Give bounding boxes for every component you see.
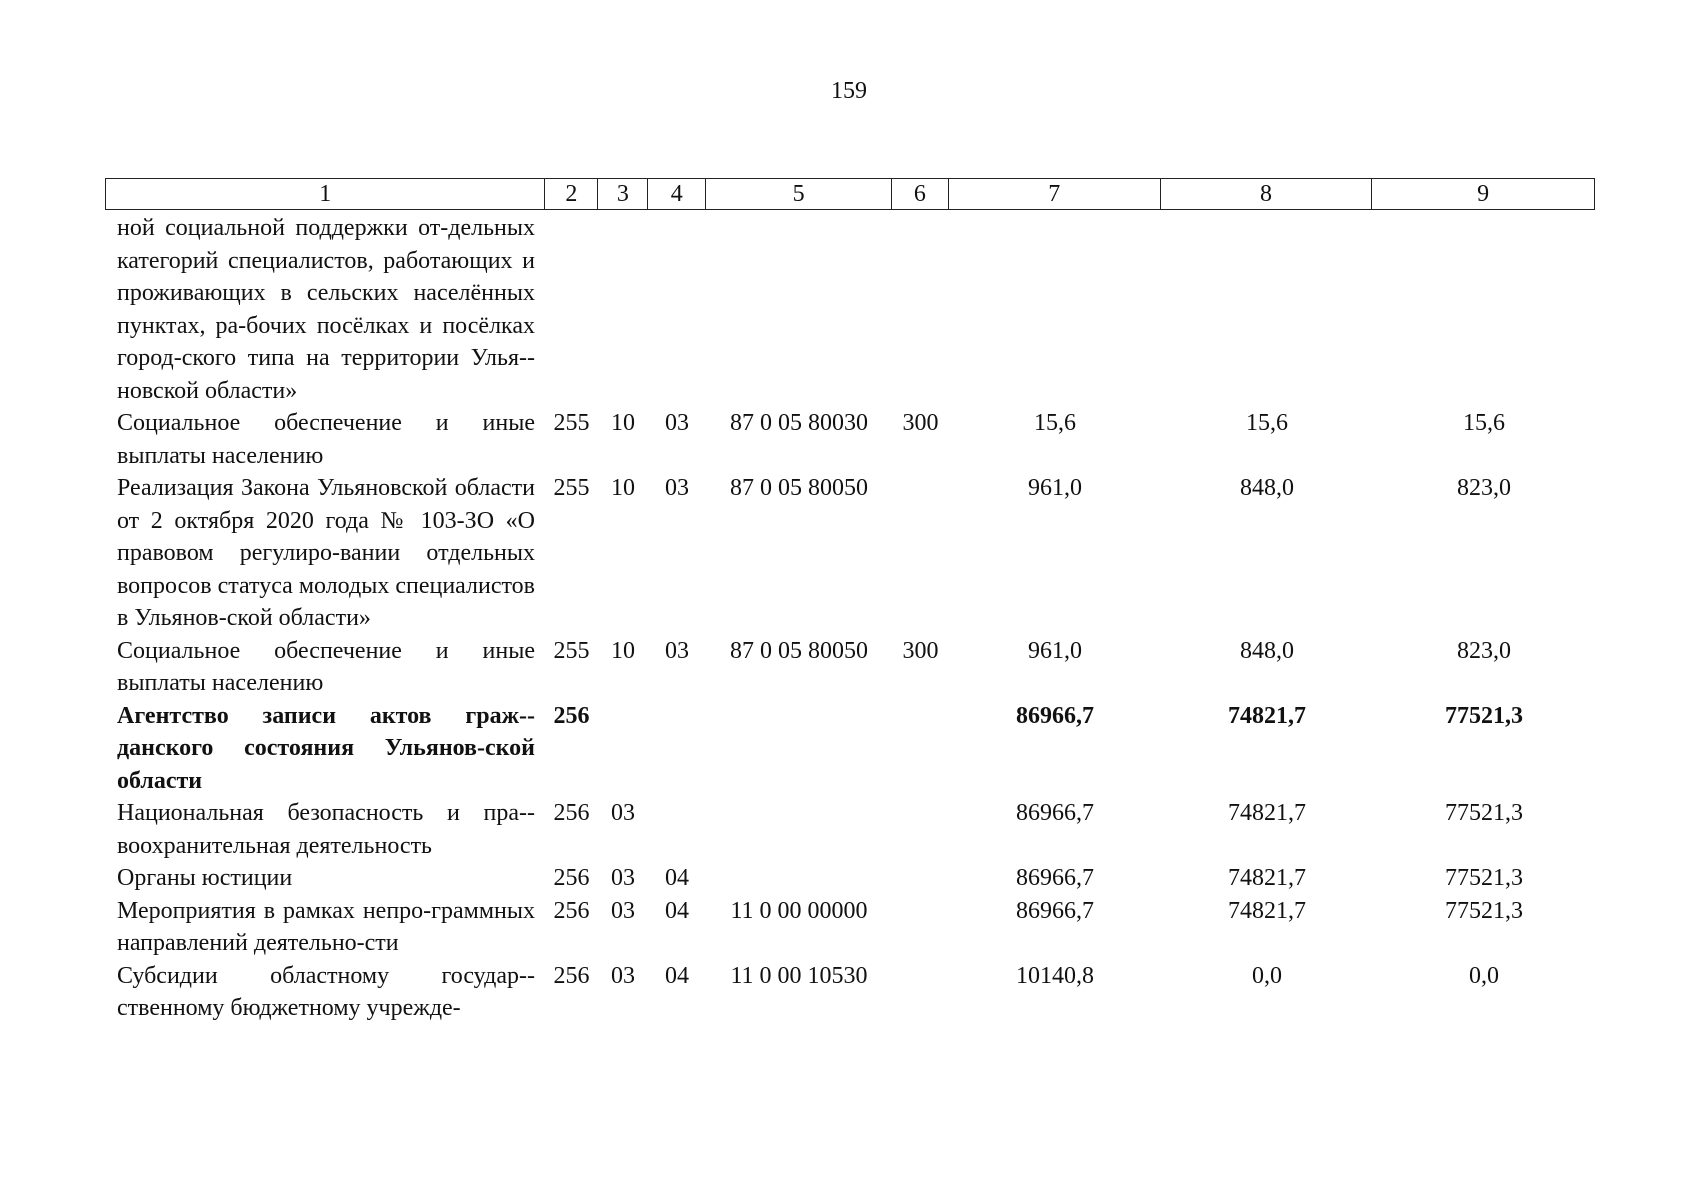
row-col-8: 0,0 xyxy=(1252,962,1282,989)
row-col-2: 255 xyxy=(553,637,590,664)
table-row xyxy=(105,797,1595,862)
row-col-4 xyxy=(648,700,706,798)
row-col-2: 256 xyxy=(553,865,590,891)
header-col-1: 1 xyxy=(106,179,545,209)
table-row xyxy=(105,960,1595,1025)
row-col-6 xyxy=(892,862,949,895)
row-col-5: 87 0 05 80050 xyxy=(730,475,868,501)
row-col-3 xyxy=(598,700,648,798)
table-row xyxy=(105,895,1595,960)
table-header-row xyxy=(105,178,1595,210)
row-col-8 xyxy=(1161,212,1373,407)
row-col-8: 15,6 xyxy=(1246,410,1288,436)
row-col-9: 77521,3 xyxy=(1445,702,1523,729)
row-col-3: 10 xyxy=(611,637,635,664)
row-col-5: 11 0 00 10530 xyxy=(730,962,868,989)
row-col-6 xyxy=(892,472,949,635)
row-col-4 xyxy=(648,797,706,862)
row-col-8: 74821,7 xyxy=(1228,800,1306,826)
row-col-6: 300 xyxy=(902,410,939,436)
row-col-2: 256 xyxy=(553,800,590,826)
row-col-9: 77521,3 xyxy=(1445,897,1523,924)
row-col-2: 256 xyxy=(553,702,590,729)
row-col-5 xyxy=(706,862,892,895)
row-col-3: 10 xyxy=(611,475,635,501)
row-col-2: 256 xyxy=(553,897,590,924)
row-col-9: 77521,3 xyxy=(1445,865,1523,891)
row-col-4: 03 xyxy=(665,475,689,501)
row-name: ной социальной поддержки от-дельных категорий специалистов, работающих и проживающих в сельских населённых пунктах, ра-бочих посёлках и посёлках город-ского типа на территории Улья-новской области» xyxy=(117,215,535,404)
page-number: 159 xyxy=(831,78,867,104)
row-col-8: 74821,7 xyxy=(1228,865,1306,891)
row-name: Мероприятия в рамках непро-граммных направлений деятельно-сти xyxy=(117,897,535,956)
row-col-3: 03 xyxy=(611,800,635,826)
row-col-5 xyxy=(706,797,892,862)
row-col-9 xyxy=(1373,212,1595,407)
row-name: Социальное обеспечение и иные выплаты населению xyxy=(117,637,535,696)
table-row xyxy=(105,862,1595,895)
row-col-6: 300 xyxy=(902,637,939,664)
row-col-8: 848,0 xyxy=(1240,637,1294,664)
row-col-3: 10 xyxy=(611,410,635,436)
row-col-2: 255 xyxy=(553,475,590,501)
header-col-6: 6 xyxy=(892,179,949,209)
row-col-4: 03 xyxy=(665,637,689,664)
row-col-7: 86966,7 xyxy=(1016,897,1094,924)
table-body xyxy=(105,212,1595,1025)
row-col-8: 74821,7 xyxy=(1228,702,1306,729)
row-col-7: 961,0 xyxy=(1028,475,1082,501)
row-col-7 xyxy=(949,212,1161,407)
row-col-6 xyxy=(892,212,949,407)
row-col-8: 74821,7 xyxy=(1228,897,1306,924)
table-row xyxy=(105,635,1595,700)
row-col-3 xyxy=(598,212,648,407)
row-col-9: 15,6 xyxy=(1463,410,1505,436)
row-col-3: 03 xyxy=(611,865,635,891)
row-col-6 xyxy=(892,895,949,960)
row-col-9: 823,0 xyxy=(1457,475,1511,501)
row-col-5 xyxy=(706,700,892,798)
row-col-4: 04 xyxy=(665,962,689,989)
row-col-7: 15,6 xyxy=(1034,410,1076,436)
row-col-6 xyxy=(892,797,949,862)
row-col-8: 848,0 xyxy=(1240,475,1294,501)
row-name: Социальное обеспечение и иные выплаты населению xyxy=(117,410,535,469)
row-col-5: 11 0 00 00000 xyxy=(730,897,868,924)
row-col-4 xyxy=(648,212,706,407)
row-col-7: 86966,7 xyxy=(1016,702,1094,729)
row-col-7: 86966,7 xyxy=(1016,800,1094,826)
table-row xyxy=(105,700,1595,798)
row-col-4: 03 xyxy=(665,410,689,436)
row-name: Субсидии областному государ-ственному бюджетному учрежде- xyxy=(117,962,535,1021)
row-col-2: 256 xyxy=(553,962,590,989)
budget-table xyxy=(105,178,1595,1025)
row-col-9: 823,0 xyxy=(1457,637,1511,664)
table-row xyxy=(105,407,1595,472)
row-col-7: 10140,8 xyxy=(1016,962,1094,989)
row-name: Агентство записи актов граж-данского состояния Ульянов-ской области xyxy=(117,702,535,794)
header-col-8: 8 xyxy=(1161,179,1373,209)
row-col-2 xyxy=(545,212,598,407)
row-col-9: 77521,3 xyxy=(1445,800,1523,826)
row-name: Органы юстиции xyxy=(117,865,293,891)
header-col-7: 7 xyxy=(949,179,1161,209)
table-row xyxy=(105,472,1595,635)
row-col-2: 255 xyxy=(553,410,590,436)
header-col-9: 9 xyxy=(1477,181,1490,207)
header-col-3: 3 xyxy=(598,179,648,209)
header-col-5: 5 xyxy=(706,179,892,209)
row-col-5: 87 0 05 80030 xyxy=(730,410,868,436)
row-name: Национальная безопасность и пра-воохранительная деятельность xyxy=(117,800,535,859)
row-col-5: 87 0 05 80050 xyxy=(730,637,868,664)
row-name: Реализация Закона Ульяновской области от 2 октября 2020 года № 103-ЗО «О правовом регулиро-вании отдельных вопросов статуса молодых специалистов в Ульянов-ской области» xyxy=(117,475,535,631)
row-col-3: 03 xyxy=(611,962,635,989)
row-col-4: 04 xyxy=(665,897,689,924)
row-col-9: 0,0 xyxy=(1469,962,1499,989)
row-col-4: 04 xyxy=(665,865,689,891)
row-col-7: 86966,7 xyxy=(1016,865,1094,891)
header-col-4: 4 xyxy=(648,179,706,209)
row-col-6 xyxy=(892,960,949,1025)
row-col-5 xyxy=(706,212,892,407)
row-col-3: 03 xyxy=(611,897,635,924)
table-row xyxy=(105,212,1595,407)
header-col-2: 2 xyxy=(545,179,598,209)
row-col-7: 961,0 xyxy=(1028,637,1082,664)
row-col-6 xyxy=(892,700,949,798)
